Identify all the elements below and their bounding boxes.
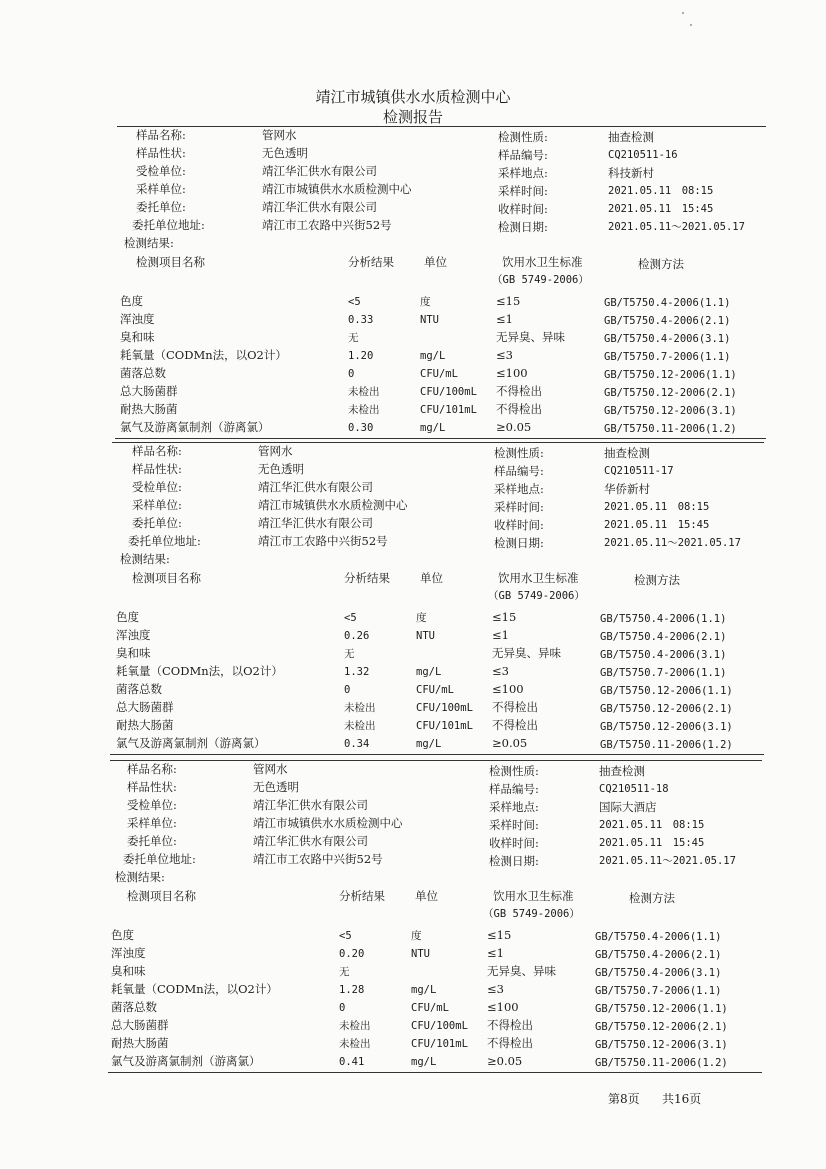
results-label: 检测结果: [115,870,165,884]
entrust-address-value: 靖江市工农路中兴街52号 [262,218,392,232]
row-item-name: 色度 [120,294,143,308]
row-unit: mg/L [416,666,442,678]
sampling-unit-value: 靖江市城镇供水水质检测中心 [258,498,408,512]
sample-state-label: 样品性状: [127,780,177,794]
row-result: <5 [339,930,352,942]
org-title: 靖江市城镇供水水质检测中心 [315,88,511,106]
row-result: 无 [344,648,355,660]
sampling-site-label: 采样地点: [494,482,544,496]
inspected-unit-value: 靖江华汇供水有限公司 [253,798,368,812]
row-item-name: 耗氧量（CODMn法，以O2计） [111,982,278,996]
row-method: GB/T5750.7-2006(1.1) [600,667,727,679]
row-unit: CFU/101mL [411,1038,468,1050]
row-result: 0 [339,1002,346,1014]
row-item-name: 臭和味 [111,964,146,978]
row-standard: ≤3 [496,348,513,362]
divider-line [110,760,762,761]
sampling-site-value: 华侨新村 [604,482,650,496]
row-item-name: 菌落总数 [120,366,166,380]
sampling-site-value: 科技新村 [608,166,654,180]
scan-speck [690,24,692,26]
sampling-time-value: 2021.05.11 08:15 [608,185,714,197]
row-method: GB/T5750.4-2006(3.1) [604,333,731,345]
col-header-unit: 单位 [415,889,438,903]
sampling-time-value: 2021.05.11 08:15 [599,819,705,831]
row-unit: NTU [420,314,439,326]
row-unit: 度 [420,296,431,308]
sample-name-label: 样品名称: [127,762,177,776]
sample-name-value: 管网水 [253,762,288,776]
row-method: GB/T5750.12-2006(2.1) [600,703,733,715]
sampling-unit-value: 靖江市城镇供水水质检测中心 [253,816,403,830]
sample-state-value: 无色透明 [262,146,308,160]
row-standard: 不得检出 [492,718,538,732]
section-bottom-line [115,438,766,439]
sample-number-value: CQ210511-16 [608,149,678,161]
row-unit: 度 [416,612,427,624]
test-date-label: 检测日期: [494,536,544,550]
receive-time-value: 2021.05.11 15:45 [608,203,714,215]
row-result: 未检出 [344,720,376,732]
entrust-unit-value: 靖江华汇供水有限公司 [258,516,373,530]
row-unit: CFU/mL [420,368,458,380]
row-unit: NTU [411,948,430,960]
row-standard: 无异臭、异味 [487,964,556,978]
row-standard: 不得检出 [496,384,542,398]
test-date-value: 2021.05.11～2021.05.17 [604,537,741,549]
row-unit: CFU/100mL [420,386,477,398]
col-header-unit: 单位 [420,571,443,585]
inspected-unit-label: 受检单位: [127,798,177,812]
test-nature-value: 抽查检测 [599,764,645,778]
row-method: GB/T5750.4-2006(2.1) [595,949,722,961]
col-header-standard-sub: （GB 5749-2006） [492,274,589,286]
row-unit: NTU [416,630,435,642]
results-label: 检测结果: [120,552,170,566]
row-item-name: 耗氧量（CODMn法，以O2计） [116,664,283,678]
col-header-item: 检测项目名称 [127,889,196,903]
row-item-name: 总大肠菌群 [116,700,174,714]
entrust-unit-value: 靖江华汇供水有限公司 [262,200,377,214]
row-item-name: 氯气及游离氯制剂（游离氯） [111,1054,261,1068]
row-item-name: 浑浊度 [116,628,151,642]
row-method: GB/T5750.12-2006(2.1) [604,387,737,399]
row-method: GB/T5750.12-2006(3.1) [595,1039,728,1051]
row-result: 0 [344,684,351,696]
inspected-unit-label: 受检单位: [136,164,186,178]
row-standard: 不得检出 [487,1018,533,1032]
sampling-time-label: 采样时间: [498,184,548,198]
row-unit: CFU/mL [416,684,454,696]
row-unit: CFU/101mL [416,720,473,732]
row-standard: ≥0.05 [496,420,532,434]
sampling-site-label: 采样地点: [489,800,539,814]
sampling-unit-value: 靖江市城镇供水水质检测中心 [262,182,412,196]
row-result: 0.33 [348,314,374,326]
inspected-unit-value: 靖江华汇供水有限公司 [262,164,377,178]
row-result: 未检出 [348,386,380,398]
test-date-label: 检测日期: [498,220,548,234]
row-unit: mg/L [411,984,437,996]
row-result: <5 [348,296,361,308]
sampling-site-label: 采样地点: [498,166,548,180]
row-standard: 无异臭、异味 [492,646,561,660]
section-bottom-line [108,1072,762,1073]
row-result: 0 [348,368,355,380]
row-method: GB/T5750.11-2006(1.2) [595,1057,728,1069]
row-standard: ≤100 [487,1000,519,1014]
row-item-name: 色度 [116,610,139,624]
row-method: GB/T5750.12-2006(1.1) [604,369,737,381]
inspected-unit-label: 受检单位: [132,480,182,494]
sampling-site-value: 国际大酒店 [599,800,657,814]
row-unit: 度 [411,930,422,942]
col-header-result: 分析结果 [344,571,390,585]
col-header-standard-sub: （GB 5749-2006） [488,590,585,602]
inspected-unit-value: 靖江华汇供水有限公司 [258,480,373,494]
sample-state-value: 无色透明 [258,462,304,476]
row-unit: CFU/mL [411,1002,449,1014]
receive-time-label: 收样时间: [494,518,544,532]
row-method: GB/T5750.4-2006(1.1) [595,931,722,943]
row-method: GB/T5750.4-2006(1.1) [600,613,727,625]
row-item-name: 氯气及游离氯制剂（游离氯） [116,736,266,750]
row-method: GB/T5750.12-2006(3.1) [600,721,733,733]
row-standard: 不得检出 [492,700,538,714]
entrust-address-label: 委托单位地址: [128,534,201,548]
row-result: 0.34 [344,738,370,750]
row-method: GB/T5750.12-2006(1.1) [600,685,733,697]
row-result: 0.30 [348,422,374,434]
row-unit: mg/L [416,738,442,750]
row-item-name: 耐热大肠菌 [111,1036,169,1050]
row-item-name: 总大肠菌群 [111,1018,169,1032]
results-label: 检测结果: [124,236,174,250]
sample-name-label: 样品名称: [136,128,186,142]
row-method: GB/T5750.11-2006(1.2) [604,423,737,435]
col-header-method: 检测方法 [638,257,684,271]
col-header-method: 检测方法 [634,573,680,587]
entrust-unit-label: 委托单位: [127,834,177,848]
divider-line [112,442,764,443]
receive-time-value: 2021.05.11 15:45 [599,837,705,849]
row-item-name: 耐热大肠菌 [116,718,174,732]
row-standard: 不得检出 [487,1036,533,1050]
col-header-standard-sub: （GB 5749-2006） [483,908,580,920]
row-standard: ≥0.05 [487,1054,523,1068]
row-result: 未检出 [339,1020,371,1032]
test-nature-value: 抽查检测 [604,446,650,460]
test-date-label: 检测日期: [489,854,539,868]
receive-time-value: 2021.05.11 15:45 [604,519,710,531]
receive-time-label: 收样时间: [498,202,548,216]
row-result: 1.20 [348,350,374,362]
row-unit: CFU/100mL [416,702,473,714]
row-standard: ≤3 [487,982,504,996]
sample-state-label: 样品性状: [136,146,186,160]
row-item-name: 菌落总数 [111,1000,157,1014]
entrust-address-label: 委托单位地址: [132,218,205,232]
row-result: 未检出 [339,1038,371,1050]
sample-number-label: 样品编号: [494,464,544,478]
row-unit: CFU/100mL [411,1020,468,1032]
test-nature-label: 检测性质: [498,130,548,144]
row-item-name: 臭和味 [120,330,155,344]
row-standard: ≤1 [487,946,504,960]
sampling-time-label: 采样时间: [494,500,544,514]
sample-number-value: CQ210511-18 [599,783,669,795]
scan-speck [682,12,684,14]
row-result: 无 [339,966,350,978]
row-result: 1.32 [344,666,370,678]
row-item-name: 浑浊度 [120,312,155,326]
test-nature-label: 检测性质: [489,764,539,778]
col-header-item: 检测项目名称 [132,571,201,585]
row-item-name: 耗氧量（CODMn法，以O2计） [120,348,287,362]
sample-state-label: 样品性状: [132,462,182,476]
row-method: GB/T5750.7-2006(1.1) [604,351,731,363]
receive-time-label: 收样时间: [489,836,539,850]
row-result: 0.41 [339,1056,365,1068]
col-header-result: 分析结果 [339,889,385,903]
sampling-time-label: 采样时间: [489,818,539,832]
row-standard: ≤1 [496,312,513,326]
col-header-unit: 单位 [424,255,447,269]
sample-number-label: 样品编号: [498,148,548,162]
col-header-standard: 饮用水卫生标准 [498,571,579,585]
row-standard: ≤15 [496,294,521,308]
sample-name-label: 样品名称: [132,444,182,458]
row-item-name: 耐热大肠菌 [120,402,178,416]
row-unit: mg/L [420,422,446,434]
col-header-standard: 饮用水卫生标准 [502,255,583,269]
test-date-value: 2021.05.11～2021.05.17 [599,855,736,867]
row-result: 0.20 [339,948,365,960]
test-date-value: 2021.05.11～2021.05.17 [608,221,745,233]
row-item-name: 氯气及游离氯制剂（游离氯） [120,420,270,434]
col-header-item: 检测项目名称 [136,255,205,269]
row-standard: ≤15 [492,610,517,624]
sample-name-value: 管网水 [262,128,297,142]
row-result: 0.26 [344,630,370,642]
sampling-unit-label: 采样单位: [132,498,182,512]
entrust-unit-label: 委托单位: [132,516,182,530]
row-result: 1.28 [339,984,365,996]
row-unit: mg/L [411,1056,437,1068]
sampling-unit-label: 采样单位: [136,182,186,196]
row-method: GB/T5750.4-2006(1.1) [604,297,731,309]
page-total: 共16页 [662,1092,702,1106]
row-standard: ≥0.05 [492,736,528,750]
row-result: 未检出 [348,404,380,416]
row-unit: CFU/101mL [420,404,477,416]
report-title: 检测报告 [382,108,443,126]
row-standard: 不得检出 [496,402,542,416]
row-standard: ≤1 [492,628,509,642]
row-result: <5 [344,612,357,624]
col-header-method: 检测方法 [629,891,675,905]
row-method: GB/T5750.4-2006(2.1) [604,315,731,327]
row-standard: 无异臭、异味 [496,330,565,344]
row-method: GB/T5750.11-2006(1.2) [600,739,733,751]
row-method: GB/T5750.7-2006(1.1) [595,985,722,997]
sampling-unit-label: 采样单位: [127,816,177,830]
section-bottom-line [110,754,764,755]
entrust-unit-label: 委托单位: [136,200,186,214]
entrust-unit-value: 靖江华汇供水有限公司 [253,834,368,848]
row-method: GB/T5750.12-2006(1.1) [595,1003,728,1015]
row-method: GB/T5750.4-2006(3.1) [600,649,727,661]
entrust-address-value: 靖江市工农路中兴街52号 [253,852,383,866]
row-standard: ≤3 [492,664,509,678]
test-nature-label: 检测性质: [494,446,544,460]
test-nature-value: 抽查检测 [608,130,654,144]
row-standard: ≤15 [487,928,512,942]
row-item-name: 臭和味 [116,646,151,660]
row-method: GB/T5750.12-2006(3.1) [604,405,737,417]
sampling-time-value: 2021.05.11 08:15 [604,501,710,513]
row-standard: ≤100 [496,366,528,380]
sample-name-value: 管网水 [258,444,293,458]
row-standard: ≤100 [492,682,524,696]
row-unit: mg/L [420,350,446,362]
row-item-name: 浑浊度 [111,946,146,960]
sample-number-value: CQ210511-17 [604,465,674,477]
row-result: 无 [348,332,359,344]
sample-number-label: 样品编号: [489,782,539,796]
col-header-standard: 饮用水卫生标准 [493,889,574,903]
row-item-name: 菌落总数 [116,682,162,696]
page-number: 第8页 [608,1092,640,1106]
row-result: 未检出 [344,702,376,714]
entrust-address-label: 委托单位地址: [123,852,196,866]
row-method: GB/T5750.12-2006(2.1) [595,1021,728,1033]
divider-line [117,126,766,127]
sample-state-value: 无色透明 [253,780,299,794]
row-item-name: 色度 [111,928,134,942]
row-item-name: 总大肠菌群 [120,384,178,398]
row-method: GB/T5750.4-2006(3.1) [595,967,722,979]
entrust-address-value: 靖江市工农路中兴街52号 [258,534,388,548]
row-method: GB/T5750.4-2006(2.1) [600,631,727,643]
col-header-result: 分析结果 [348,255,394,269]
